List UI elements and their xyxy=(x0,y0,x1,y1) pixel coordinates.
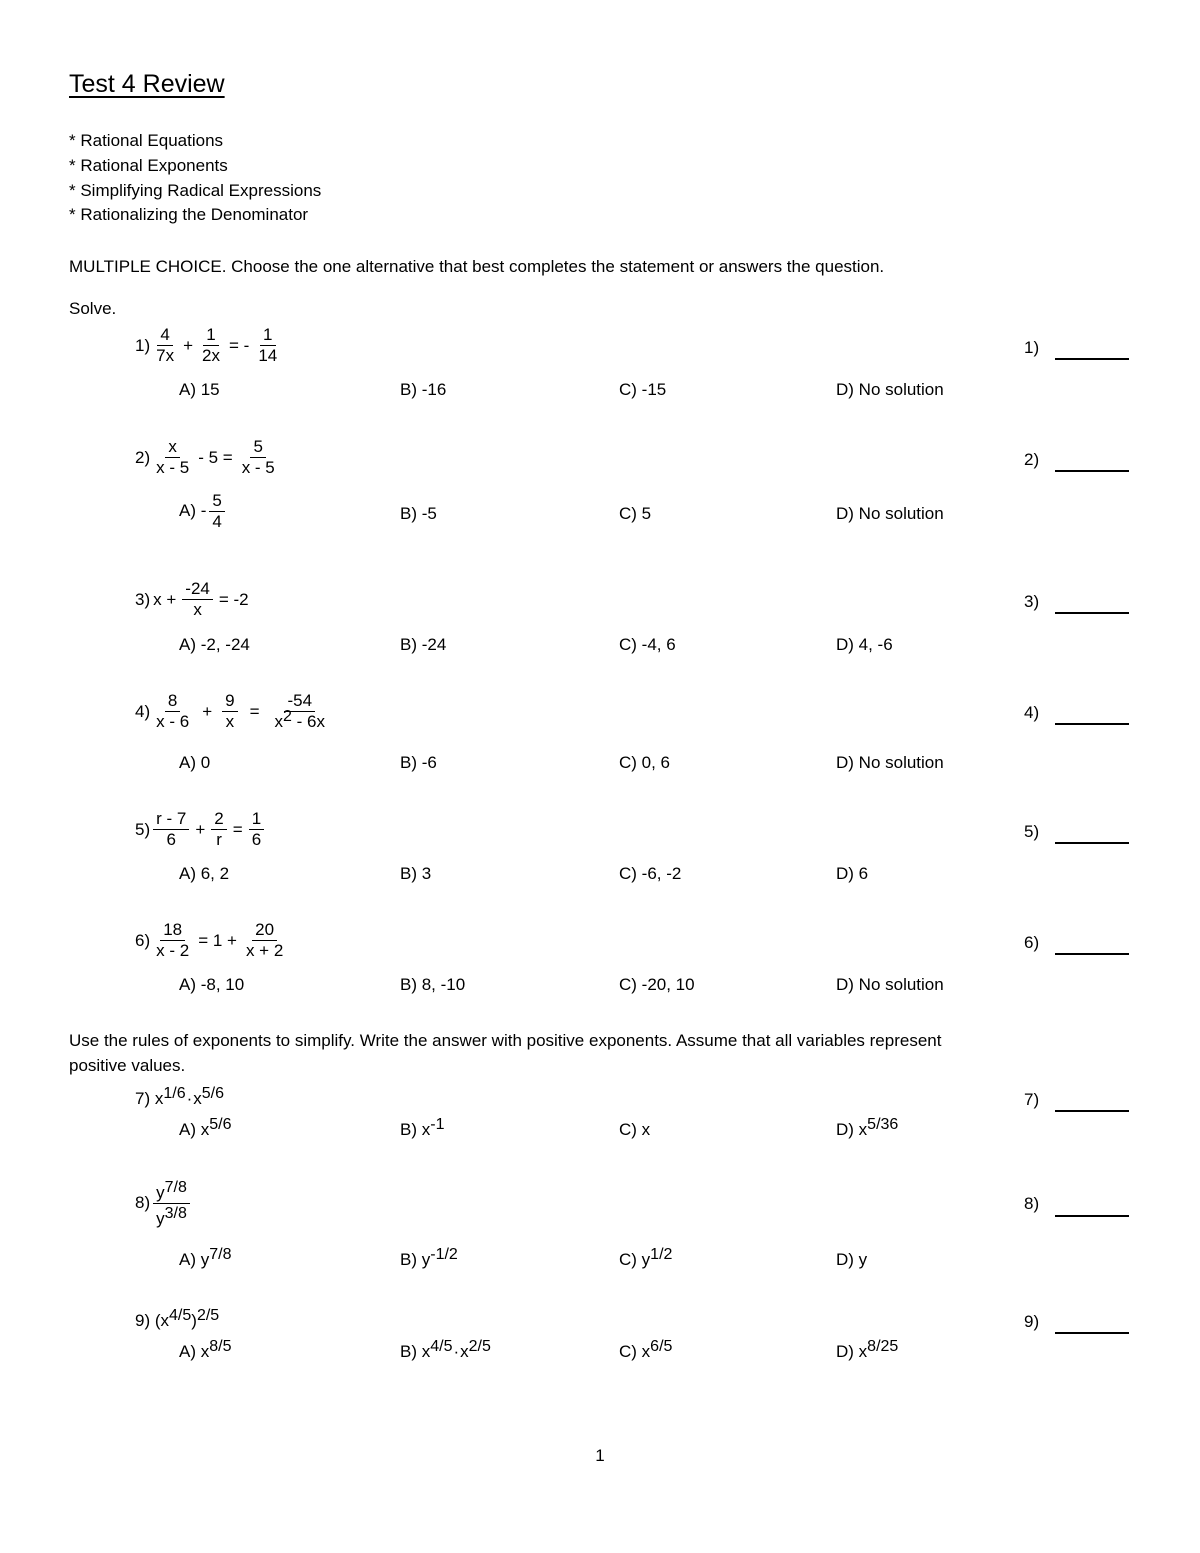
answer-number: 9) xyxy=(1024,1312,1040,1331)
choice-c[interactable]: C) -15 xyxy=(619,380,667,399)
question-3-expression: 3) x + $\frac{-24}{x}$ = -2 xyxy=(135,579,249,619)
fraction: $\frac{20}{x + 2}$ xyxy=(245,920,284,960)
choice-d[interactable]: D) No solution xyxy=(836,753,944,772)
answer-blank[interactable] xyxy=(1055,1110,1129,1112)
choice-c[interactable]: C) -4, 6 xyxy=(619,635,676,654)
question-7-expression: 7) $x^{1/6}\cdot x^{5/6}$ xyxy=(135,1085,225,1108)
exponents-instructions-cont: positive values. xyxy=(69,1056,186,1075)
answer-number: 2) xyxy=(1024,450,1040,469)
question-number: 6) xyxy=(135,930,151,950)
topic-item: * Simplifying Radical Expressions xyxy=(69,181,322,200)
choice-d[interactable]: D) 6 xyxy=(836,864,869,883)
page-number: 1 xyxy=(595,1446,605,1465)
choice-c[interactable]: C) $x^{6/5}$ xyxy=(619,1338,673,1361)
choice-b[interactable]: B) $y^{-1/2}$ xyxy=(400,1246,458,1269)
choice-c[interactable]: C) 0, 6 xyxy=(619,753,671,772)
choice-a[interactable]: A) 15 xyxy=(179,380,220,399)
question-8-expression xyxy=(135,1178,193,1228)
answer-number: 7) xyxy=(1024,1090,1040,1109)
answer-blank[interactable] xyxy=(1055,358,1129,360)
answer-number: 3) xyxy=(1024,592,1040,611)
question-number: 7) xyxy=(135,1089,151,1108)
answer-blank[interactable] xyxy=(1055,723,1129,725)
solve-instruction: Solve. xyxy=(69,299,117,318)
answer-blank[interactable] xyxy=(1055,1215,1129,1217)
answer-number: 4) xyxy=(1024,703,1040,722)
fraction: $\frac{1}{6}$ xyxy=(249,810,264,849)
choice-c[interactable]: C) x xyxy=(619,1120,651,1139)
choice-c[interactable]: C) -20, 10 xyxy=(619,975,695,994)
choice-a[interactable]: A) $y^{7/8}$ xyxy=(179,1246,232,1269)
fraction: $\frac{5}{x - 5}$ xyxy=(241,437,275,477)
fraction: $\frac{8}{x - 6}$ xyxy=(156,691,190,731)
answer-number: 8) xyxy=(1024,1194,1040,1213)
question-number: 3) xyxy=(135,589,151,609)
topic-item: * Rational Equations xyxy=(69,131,224,150)
choice-b[interactable]: B) $x^{-1}$ xyxy=(400,1116,445,1139)
fraction: $\frac{r - 7}{6}$ xyxy=(153,810,189,849)
choice-a[interactable]: A) $x^{8/5}$ xyxy=(179,1338,232,1361)
choice-d[interactable]: D) No solution xyxy=(836,380,944,399)
fraction: $\frac{5}{4}$ xyxy=(209,492,224,531)
fraction: $\frac{y^{7/8}}{y^{3/8}}$ xyxy=(153,1178,190,1228)
choice-b[interactable]: B) 3 xyxy=(400,864,432,883)
choice-b[interactable]: B) 8, -10 xyxy=(400,975,466,994)
question-4-expression: 4) $\frac{8}{x - 6}$ + $\frac{9}{x}$ = $\frac{-54}{x^2 - 6x}$ xyxy=(135,692,331,731)
choice-d[interactable]: D) No solution xyxy=(836,504,944,523)
choice-a[interactable]: A) 0 xyxy=(179,753,211,772)
fraction: $\frac{x}{x - 5}$ xyxy=(156,437,190,477)
choice-d[interactable]: D) 4, -6 xyxy=(836,635,893,654)
exponents-instructions: Use the rules of exponents to simplify. Write the answer with positive exponents. Assume that all variables represent xyxy=(69,1031,942,1050)
question-1-expression: 1) $\frac{4}{7x}$ + $\frac{1}{2x}$ = - $\frac{1}{14}$ xyxy=(135,326,283,365)
fraction: $\frac{4}{7x}$ xyxy=(156,325,175,365)
choice-d[interactable]: D) $x^{5/36}$ xyxy=(836,1116,899,1139)
page-title: Test 4 Review xyxy=(69,70,225,98)
question-2-expression: 2) $\frac{x}{x - 5}$ - 5 = $\frac{5}{x - 5}$ xyxy=(135,438,281,477)
choice-b[interactable]: B) -6 xyxy=(400,753,437,772)
topic-item: * Rational Exponents xyxy=(69,156,228,175)
question-number: 4) xyxy=(135,701,151,721)
answer-blank[interactable] xyxy=(1055,1332,1129,1334)
question-number: 9) xyxy=(135,1311,151,1330)
question-number: 5) xyxy=(135,819,151,839)
fraction: $\frac{18}{x - 2}$ xyxy=(156,920,190,960)
choice-b[interactable]: B) $x^{4/5}\cdot x^{2/5}$ xyxy=(400,1338,491,1361)
choice-b[interactable]: B) -5 xyxy=(400,504,437,523)
choice-a[interactable]: A) -8, 10 xyxy=(179,975,245,994)
choice-d[interactable]: D) y xyxy=(836,1250,868,1269)
fraction: $\frac{2}{r}$ xyxy=(211,810,226,849)
choice-c[interactable]: C) 5 xyxy=(619,504,652,523)
choice-a[interactable]: A) $x^{5/6}$ xyxy=(179,1116,232,1139)
answer-number: 1) xyxy=(1024,338,1040,357)
answer-blank[interactable] xyxy=(1055,953,1129,955)
fraction: $\frac{-24}{x}$ xyxy=(182,580,213,619)
fraction: $\frac{1}{2x}$ xyxy=(202,325,220,365)
choice-a[interactable]: A) -2, -24 xyxy=(179,635,250,654)
choice-a[interactable]: A) 6, 2 xyxy=(179,864,230,883)
question-5-expression: 5) $\frac{r - 7}{6}$ + $\frac{2}{r}$ = $\frac{1}{6}$ xyxy=(135,810,267,849)
fraction: $\frac{1}{14}$ xyxy=(258,325,278,365)
choice-b[interactable]: B) -16 xyxy=(400,380,447,399)
question-9-expression: 9) $(x^{4/5})^{2/5}$ xyxy=(135,1307,220,1330)
question-number: 8) xyxy=(135,1193,151,1213)
answer-blank[interactable] xyxy=(1055,612,1129,614)
answer-blank[interactable] xyxy=(1055,842,1129,844)
question-number: 1) xyxy=(135,335,151,355)
choice-d[interactable]: D) No solution xyxy=(836,975,944,994)
choice-b[interactable]: B) -24 xyxy=(400,635,447,654)
choice-c[interactable]: C) $y^{1/2}$ xyxy=(619,1246,673,1269)
answer-number: 5) xyxy=(1024,822,1040,841)
fraction: $\frac{-54}{x^2 - 6x}$ xyxy=(274,691,326,731)
choice-d[interactable]: D) $x^{8/25}$ xyxy=(836,1338,899,1361)
fraction: $\frac{9}{x}$ xyxy=(222,692,237,731)
question-6-expression: 6) $\frac{18}{x - 2}$ = 1 + $\frac{20}{x + 2}$ xyxy=(135,921,289,960)
question-number: 2) xyxy=(135,447,151,467)
answer-blank[interactable] xyxy=(1055,470,1129,472)
choice-a[interactable]: A) - $\frac{5}{4}$ xyxy=(179,492,228,531)
multiple-choice-instructions: MULTIPLE CHOICE. Choose the one alternative that best completes the statement or answers the question. xyxy=(69,257,885,276)
topic-item: * Rationalizing the Denominator xyxy=(69,205,309,224)
choice-c[interactable]: C) -6, -2 xyxy=(619,864,682,883)
answer-number: 6) xyxy=(1024,933,1040,952)
